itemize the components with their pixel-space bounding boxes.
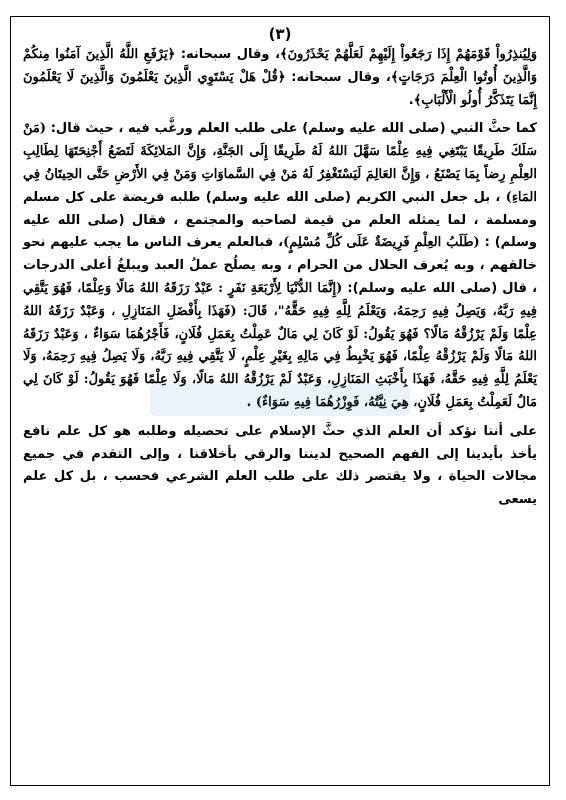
document-body xyxy=(23,44,537,512)
page-number: (٣) xyxy=(268,25,292,43)
paragraph-3 xyxy=(23,421,537,512)
hadith-quote: (مَنْ سَلَكَ طَرِيقًا يَبْتَغِي فِيهِ عِلْمًا سَهَّلَ اللهُ لَهُ طَرِيقًا إِلَى الجَنَّةِ، وَإِنَّ المَلائِكَةَ لَتَضَعُ أَجْنِحَتَهَا لِطَالِبِ العِلْمِ رِضاً بِمَا يَصْنَعُ ، وَإِنَّ العَالِمَ لَيَسْتَغْفِرُ لَهُ مَنْ فِي السَّماوَاتِ وَمَنْ فِي الأَرْضِ حَتَّى الحِيتَانُ فِي المَاءِ) xyxy=(23,121,537,205)
quran-verse: ﴿يَرْفَعِ اللَّهُ الَّذِينَ آمَنُوا مِنكُمْ وَالَّذِينَ أُوتُوا الْعِلْمَ دَرَجَاتٍ﴾ xyxy=(23,47,538,85)
text-run: ، وقال سبحانه: xyxy=(175,47,281,62)
text-run: . xyxy=(246,394,256,410)
text-run: . xyxy=(408,92,414,108)
text-run: على أننا نؤكد أن العلم الذي حثَّ الإسلام على تحصيله وطلبه هو كل علم نافع يأخذ بأيدينا إلى الفهم الصحيح لديننا والرقي بأخلاقنا ، وإلى التقدم في جميع مجالات الحياة ، ولا يقتصر ذلك على طلب العلم الشرعي فحسب ، بل كل علم يسعى xyxy=(23,423,537,508)
paragraph-2 xyxy=(23,118,537,414)
paragraph-1 xyxy=(23,44,537,112)
text-run: ، بل جعل النبي الكريم (صلى الله عليه وسلم) طلبه فريضة على كل مسلم ومسلمة ، لما يمثله العلم من قيمة لصاحبه والمجتمع ، فقال (صلى الله عليه وسلم) : xyxy=(23,189,537,251)
quran-verse: وَلِيُنذِرُواْ قَوْمَهُمْ إِذَا رَجَعُواْ إِلَيْهِمْ لَعَلَّهُمْ يَحْذَرُونَ﴾ xyxy=(280,47,537,62)
hadith-quote: (إِنَّمَا الدُّنْيَا لِأَرْبَعَةِ نَفَرٍ : عَبْدٌ رَزَقَهُ اللهُ مَالًا وَعِلْمًا، فَهُوَ يَتَّقِي فِيهِ رَبَّهُ، وَيَصِلُ فِيهِ رَحِمَهُ، وَيَعْلَمُ لِلَّهِ فِيهِ حَقًّهُ"، قَالَ: (فَهَذَا بِأَفْضَلِ المَنَازِلِ ، وَعَبْدٌ رَزَقَهُ اللهُ عِلْمًا وَلَمْ يَرْزُقْهُ مَالًا؟ فَهُوَ يَقُولُ: لَوْ كَانَ لِي مَالٌ عَمِلْتُ بِعَمَلِ فُلَانٍ، فَأَجْرُهُمَا سَوَاءٌ ، وَعَبْدٌ رَزَقَهُ اللهُ مَالًا وَلَمْ يَرْزُقْهُ عِلْمًا، فَهُوَ يَخْبِطُ فِي مَالِهِ بِغَيْرِ عِلْمٍ، لَا يَتَّقِي فِيهِ رَبَّهُ، وَلَا يَصِلُ فِيهِ رَحِمَهُ، وَلَا يَعْلَمُ لِلَّهِ فِيهِ حَقَّهُ، فَهَذَا بِأَخْبَثِ المَنَازِلِ، وَعَبْدٌ لَمْ يَرْزُقْهُ اللهُ مَالًا، وَلَا عِلْمًا فَهُوَ يَقُولُ: لَوْ كَانَ لِي مَالٌ لَعَمِلْتُ بِعَمَلِ فُلَانٍ، هِيَ نِيَّتُهُ، فَوِزْرُهُمَا فِيهِ سَوَاءٌ) xyxy=(23,280,537,410)
text-run: ، فبالعلم يعرف الناس ما يجب عليهم نحو خالقهم ، وبه يُعرف الحلال من الحرام ، وبه يصلُح عملُ العبد ويبلغُ أعلى الدرجات ، قال (صلى الله عليه وسلم): xyxy=(23,235,538,296)
text-run: ، وقال سبحانه: xyxy=(285,69,391,85)
quran-verse: ﴿قُلْ هَلْ يَسْتَوِي الَّذِينَ يَعْلَمُونَ وَالَّذِينَ لَا يَعْلَمُونَ إِنَّمَا يَتَذَكَّرُ أُولُو الْأَلْبَابِ﴾ xyxy=(23,69,537,108)
page-frame xyxy=(10,16,550,786)
hadith-quote: (طَلَبُ العِلْمِ فَرِيضَةٌ عَلَى كُلِّ مُسْلِمٍ) xyxy=(283,235,480,251)
text-run: كما حثَّ النبي (صلى الله عليه وسلم) على طلب العلم ورغَّب فيه ، حيث قال: xyxy=(46,121,537,137)
